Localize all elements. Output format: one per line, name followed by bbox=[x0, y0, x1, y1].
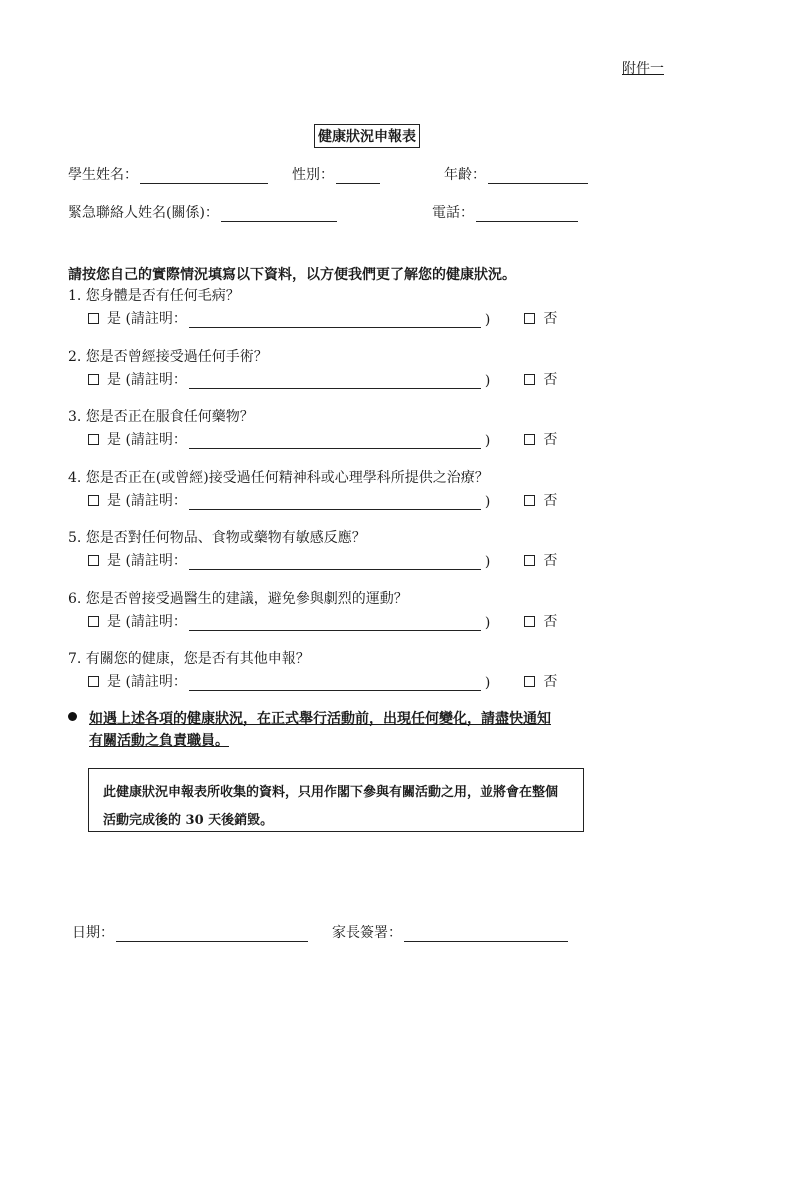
no-checkbox[interactable] bbox=[524, 313, 535, 324]
notice bbox=[68, 708, 551, 752]
yes-checkbox[interactable] bbox=[88, 616, 99, 627]
gender-label: 性別： bbox=[292, 167, 334, 183]
attachment-label: 附件一 bbox=[622, 61, 664, 77]
close-paren: ) bbox=[484, 675, 491, 691]
date-label: 日期： bbox=[72, 925, 114, 941]
question-text: 7. 有關您的健康，您是否有其他申報？ bbox=[68, 651, 310, 667]
yes-label: 是 (請註明： bbox=[107, 553, 187, 569]
phone-field bbox=[432, 202, 578, 222]
no-label: 否 bbox=[543, 493, 558, 509]
yes-checkbox[interactable] bbox=[88, 374, 99, 385]
answer-row bbox=[88, 367, 588, 389]
no-label: 否 bbox=[543, 432, 558, 448]
specify-input[interactable] bbox=[189, 555, 481, 570]
date-field bbox=[72, 922, 308, 942]
no-label: 否 bbox=[543, 372, 558, 388]
no-checkbox[interactable] bbox=[524, 555, 535, 566]
question-item bbox=[68, 468, 588, 510]
answer-row bbox=[88, 548, 588, 570]
close-paren: ) bbox=[484, 494, 491, 510]
question-item bbox=[68, 528, 588, 570]
parent-signature-field bbox=[332, 922, 568, 942]
emergency-contact-label: 緊急聯絡人姓名(關係)： bbox=[68, 205, 219, 221]
gender-field bbox=[292, 164, 380, 184]
question-item bbox=[68, 347, 588, 389]
phone-label: 電話： bbox=[432, 205, 474, 221]
parent-signature-label: 家長簽署： bbox=[332, 925, 402, 941]
age-field bbox=[444, 164, 588, 184]
yes-label: 是 (請註明： bbox=[107, 493, 187, 509]
yes-label: 是 (請註明： bbox=[107, 432, 187, 448]
form-title: 健康狀況申報表 bbox=[314, 124, 420, 148]
no-label: 否 bbox=[543, 674, 558, 690]
close-paren: ) bbox=[484, 554, 491, 570]
parent-signature-input[interactable] bbox=[404, 927, 568, 942]
no-label: 否 bbox=[543, 311, 558, 327]
yes-label: 是 (請註明： bbox=[107, 311, 187, 327]
notice-line-1: 如遇上述各項的健康狀況，在正式舉行活動前，出現任何變化，請盡快通知 bbox=[89, 711, 551, 727]
specify-input[interactable] bbox=[189, 676, 481, 691]
yes-checkbox[interactable] bbox=[88, 676, 99, 687]
specify-input[interactable] bbox=[189, 313, 481, 328]
instructions-text: 請按您自己的實際情況填寫以下資料，以方便我們更了解您的健康狀況。 bbox=[68, 267, 516, 283]
answer-row bbox=[88, 609, 588, 631]
yes-checkbox[interactable] bbox=[88, 434, 99, 445]
question-item bbox=[68, 589, 588, 631]
no-checkbox[interactable] bbox=[524, 616, 535, 627]
question-item bbox=[68, 407, 588, 449]
close-paren: ) bbox=[484, 615, 491, 631]
yes-checkbox[interactable] bbox=[88, 313, 99, 324]
question-text: 2. 您是否曾經接受過任何手術？ bbox=[68, 349, 268, 365]
date-input[interactable] bbox=[116, 927, 308, 942]
no-label: 否 bbox=[543, 614, 558, 630]
answer-row bbox=[88, 427, 588, 449]
notice-line-2: 有關活動之負責職員。 bbox=[89, 733, 229, 749]
close-paren: ) bbox=[484, 373, 491, 389]
no-checkbox[interactable] bbox=[524, 495, 535, 506]
specify-input[interactable] bbox=[189, 374, 481, 389]
no-label: 否 bbox=[543, 553, 558, 569]
yes-label: 是 (請註明： bbox=[107, 614, 187, 630]
question-item bbox=[68, 286, 588, 328]
close-paren: ) bbox=[484, 433, 491, 449]
question-text: 1. 您身體是否有任何毛病？ bbox=[68, 288, 240, 304]
student-name-input[interactable] bbox=[140, 169, 268, 184]
emergency-contact-field bbox=[68, 202, 337, 222]
specify-input[interactable] bbox=[189, 434, 481, 449]
no-checkbox[interactable] bbox=[524, 374, 535, 385]
question-text: 4. 您是否正在(或曾經)接受過任何精神科或心理學科所提供之治療？ bbox=[68, 470, 489, 486]
question-text: 3. 您是否正在服食任何藥物？ bbox=[68, 409, 254, 425]
student-name-field bbox=[68, 164, 268, 184]
answer-row bbox=[88, 306, 588, 328]
yes-label: 是 (請註明： bbox=[107, 372, 187, 388]
privacy-statement: 此健康狀況申報表所收集的資料，只用作閣下參與有關活動之用，並將會在整個活動完成後的 30 天後銷毀。 bbox=[88, 768, 584, 832]
yes-checkbox[interactable] bbox=[88, 495, 99, 506]
yes-checkbox[interactable] bbox=[88, 555, 99, 566]
emergency-contact-input[interactable] bbox=[221, 207, 337, 222]
answer-row bbox=[88, 669, 588, 691]
student-name-label: 學生姓名： bbox=[68, 167, 138, 183]
specify-input[interactable] bbox=[189, 616, 481, 631]
no-checkbox[interactable] bbox=[524, 676, 535, 687]
age-input[interactable] bbox=[488, 169, 588, 184]
age-label: 年齡： bbox=[444, 167, 486, 183]
question-text: 5. 您是否對任何物品、食物或藥物有敏感反應？ bbox=[68, 530, 366, 546]
phone-input[interactable] bbox=[476, 207, 578, 222]
bullet-icon bbox=[68, 712, 77, 721]
gender-input[interactable] bbox=[336, 169, 380, 184]
close-paren: ) bbox=[484, 312, 491, 328]
specify-input[interactable] bbox=[189, 495, 481, 510]
question-text: 6. 您是否曾接受過醫生的建議，避免參與劇烈的運動？ bbox=[68, 591, 408, 607]
question-item bbox=[68, 649, 588, 691]
no-checkbox[interactable] bbox=[524, 434, 535, 445]
answer-row bbox=[88, 488, 588, 510]
yes-label: 是 (請註明： bbox=[107, 674, 187, 690]
